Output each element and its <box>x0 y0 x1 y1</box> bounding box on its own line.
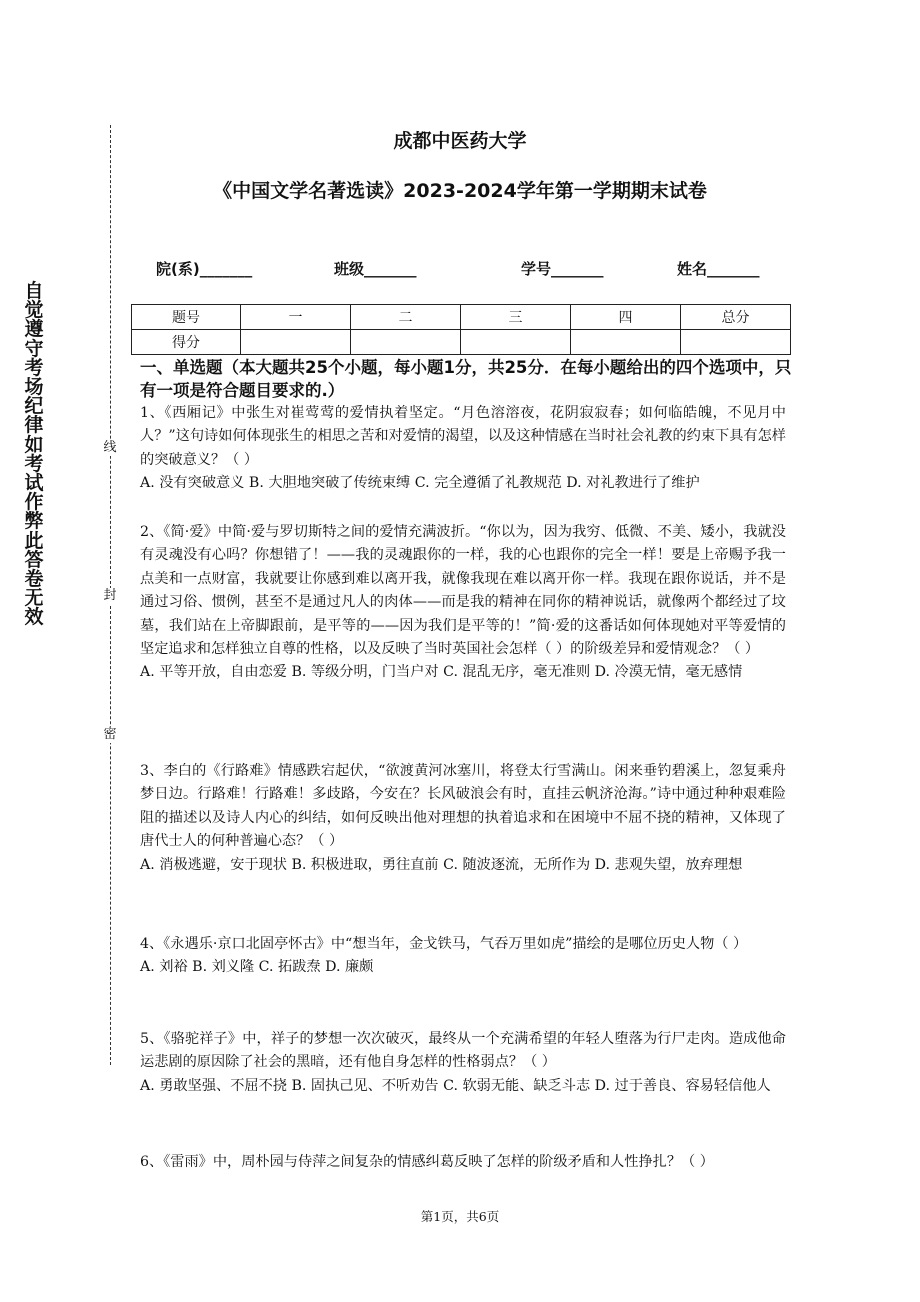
table-header-cell: 二 <box>351 305 461 330</box>
question-stem: 2、《简·爱》中简·爱与罗切斯特之间的爱情充满波折。“你以为，因为我穷、低微、不美、矮小，我就没有灵魂没有心吗？你想错了！——我的灵魂跟你的一样，我的心也跟你的完全一样！要是上帝赐予我一点美和一点财富，我就要让你感到难以离开我，就像我现在难以离开你一样。我现在跟你说话，并不是通过习俗、惯例，甚至不是通过凡人的肉体——而是我的精神在同你的精神说话，就像两个都经过了坟墓，我们站在上帝脚跟前，是平等的——因为我们是平等的！”简·爱的这番话如何体现她对平等爱情的坚定追求和怎样独立自尊的性格，以及反映了当时英国社会怎样（ ）的阶级差异和爱情观念？（ ） <box>140 524 786 658</box>
score-table <box>131 304 791 355</box>
exam-title: 《中国文学名著选读》2023-2024学年第一学期期末试卷 <box>213 180 707 202</box>
student-id-field[interactable]: 学号_______ <box>521 260 604 278</box>
question-stem: 5、《骆驼祥子》中，祥子的梦想一次次破灭，最终从一个充满希望的年轻人堕落为行尸走肉。造成他命运悲剧的原因除了社会的黑暗，还有他自身怎样的性格弱点？（ ） <box>140 1031 786 1071</box>
question-4 <box>140 933 786 980</box>
question-options: A. 没有突破意义 B. 大胆地突破了传统束缚 C. 完全遵循了礼教规范 D. 对礼教进行了维护 <box>140 475 700 492</box>
score-table-score-row <box>132 330 791 355</box>
question-stem: 4、《永遇乐·京口北固亭怀古》中“想当年，金戈铁马，气吞万里如虎”描绘的是哪位历史人物（ ） <box>140 936 748 952</box>
question-stem: 6、《雷雨》中，周朴园与侍萍之间复杂的情感纠葛反映了怎样的阶级矛盾和人性挣扎？（ ） <box>140 1154 714 1170</box>
score-cell[interactable] <box>351 330 461 355</box>
table-header-cell: 一 <box>241 305 351 330</box>
department-field[interactable]: 院(系)_______ <box>156 260 253 278</box>
section-heading: 一、单选题（本大题共25个小题，每小题1分，共25分．在每小题给出的四个选项中，只有一项是符合题目要求的.） <box>140 358 792 400</box>
score-label-cell: 得分 <box>132 330 241 355</box>
question-3 <box>140 760 786 877</box>
question-6 <box>140 1151 786 1174</box>
score-cell[interactable] <box>241 330 351 355</box>
score-cell[interactable] <box>681 330 791 355</box>
question-options: A. 消极逃避，安于现状 B. 积极进取，勇往直前 C. 随波逐流，无所作为 D. 悲观失望，放弃理想 <box>140 856 743 873</box>
question-options: A. 勇敢坚强、不屈不挠 B. 固执己见、不听劝告 C. 软弱无能、缺乏斗志 D. 过于善良、容易轻信他人 <box>140 1077 771 1094</box>
question-options: A. 刘裕 B. 刘义隆 C. 拓跋焘 D. 廉颇 <box>140 959 374 976</box>
seal-mark-secret: 密 <box>100 727 120 743</box>
question-2 <box>140 521 786 685</box>
side-notice: 自觉遵守考场纪律如考试作弊此答卷无效 <box>24 280 44 629</box>
question-stem: 3、李白的《行路难》情感跌宕起伏，“欲渡黄河冰塞川，将登太行雪满山。闲来垂钓碧溪上，忽复乘舟梦日边。行路难！行路难！多歧路，今安在？长风破浪会有时，直挂云帆济沧海。”诗中通过种种艰难险阻的描述以及诗人内心的纠结，如何反映出他对理想的执着追求和在困境中不屈不挠的精神，又体现了唐代士人的何种普遍心态？（ ） <box>140 763 786 850</box>
name-field[interactable]: 姓名_______ <box>677 260 760 278</box>
page-footer: 第1页，共6页 <box>420 1209 500 1224</box>
table-header-cell: 总分 <box>681 305 791 330</box>
score-cell[interactable] <box>461 330 571 355</box>
seal-mark-seal: 封 <box>100 588 120 604</box>
question-stem: 1、《西厢记》中张生对崔莺莺的爱情执着坚定。“月色溶溶夜，花阴寂寂春；如何临皓魄，不见月中人？”这句诗如何体现张生的相思之苦和对爱情的渴望，以及这种情感在当时社会礼教的约束下具有怎样的突破意义？（ ） <box>140 405 786 468</box>
question-options: A. 平等开放，自由恋爱 B. 等级分明，门当户对 C. 混乱无序，毫无准则 D. 冷漠无情，毫无感情 <box>140 664 743 681</box>
seal-mark-line: 线 <box>100 440 120 456</box>
class-field[interactable]: 班级_______ <box>334 260 417 278</box>
question-5 <box>140 1028 786 1098</box>
table-header-cell: 四 <box>571 305 681 330</box>
school-name: 成都中医药大学 <box>393 130 527 152</box>
table-header-cell: 三 <box>461 305 571 330</box>
score-table-header-row <box>132 305 791 330</box>
score-cell[interactable] <box>571 330 681 355</box>
question-1 <box>140 402 786 496</box>
table-header-cell: 题号 <box>132 305 241 330</box>
